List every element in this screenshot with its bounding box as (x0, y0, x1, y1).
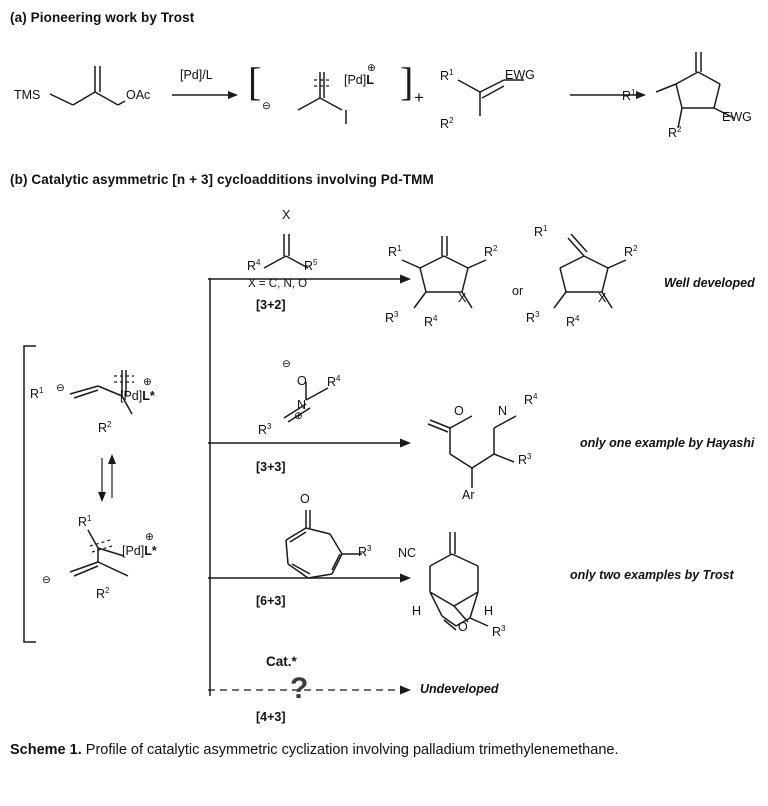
arrow-branch-32 (208, 272, 413, 286)
label-p32b-r1: $R^1$ (534, 224, 548, 240)
label-question-mark: ? (290, 672, 309, 705)
label-pd-text: [Pd] (344, 73, 367, 87)
label-tmm-bottom-pd (122, 544, 157, 558)
caption-text: Profile of catalytic asymmetric cyclization involving palladium trimethylenemethane. (81, 742, 619, 758)
label-product-ewg: EWG (722, 110, 752, 124)
figure-caption (10, 740, 758, 761)
label-p63-nc: NC (398, 546, 417, 560)
label-tropone-r3: $R^3$ (358, 544, 372, 560)
arrow-pd-l (172, 88, 240, 102)
structure-tmm-bottom (58, 516, 188, 608)
label-reagent-32-x: X (282, 208, 291, 222)
label-tmm-bottom-ligand: L* (144, 544, 157, 558)
label-p63-r3: $R^3$ (492, 624, 506, 640)
label-tmm-top-pd (120, 389, 155, 403)
status-33: only one example by Hayashi (580, 436, 755, 450)
label-connector-or: or (512, 284, 524, 298)
label-alkene-r1: $R^1$ (440, 68, 454, 84)
label-reagent-33-n-charge: ⊕ (294, 410, 303, 422)
label-reagent-32-r5: $R^5$ (304, 258, 318, 274)
label-tropone-o: O (300, 492, 310, 506)
structure-tms-allyl-acetate (45, 50, 160, 120)
label-mode-32: [3+2] (256, 298, 286, 312)
label-p32b-r2: $R^2$ (624, 244, 638, 260)
structure-product-33 (420, 392, 560, 494)
status-63: only two examples by Trost (570, 568, 734, 582)
label-pd-center (344, 73, 374, 87)
label-mode-63: [6+3] (256, 594, 286, 608)
label-cat-star: Cat.* (266, 654, 297, 669)
label-reagent-33-r3: $R^3$ (258, 422, 272, 438)
label-reagent-33-r4: $R^4$ (327, 374, 341, 390)
bracket-left: [ (248, 59, 262, 104)
label-p32a-r4: $R^4$ (424, 314, 438, 330)
label-tmm-bottom-pd-charge: ⊕ (145, 531, 154, 543)
label-alkene-ewg: EWG (505, 68, 535, 82)
label-carbanion-charge: ⊖ (262, 100, 271, 112)
label-p32b-r4: $R^4$ (566, 314, 580, 330)
label-plus: + (414, 88, 424, 107)
caption-label: Scheme 1. (10, 742, 82, 758)
bracket-right: ] (400, 59, 414, 104)
label-reagent-32-x-note: X = C, N, O (248, 278, 308, 290)
arrow-to-product (570, 88, 648, 102)
label-mode-33: [3+3] (256, 460, 286, 474)
label-p63-o: O (458, 620, 468, 634)
label-p32b-x: X (598, 291, 607, 305)
label-pd-charge: ⊕ (367, 62, 376, 74)
label-oac: OAc (126, 88, 151, 102)
panel-b-title: (b) Catalytic asymmetric [n + 3] cycloadditions involving Pd-TMM (10, 172, 434, 187)
panel-a-title: (a) Pioneering work by Trost (10, 10, 195, 25)
label-tmm-top-ligand: L* (142, 389, 155, 403)
label-tmm-top-r2: $R^2$ (98, 420, 112, 436)
arrow-branch-43 (208, 683, 413, 697)
label-reagent-33-o: O (297, 374, 307, 388)
label-tmm-top-r1: $R^1$ (30, 386, 44, 402)
label-product-r1: $R^1$ (622, 88, 636, 104)
label-reagent-33-n: N (297, 398, 307, 412)
structure-reagent-33 (258, 368, 368, 440)
branch-trunk (206, 278, 220, 698)
structure-product-63 (412, 518, 552, 650)
label-product-r2: $R^2$ (668, 125, 682, 141)
label-pd-ligand-text: [Pd]/L (180, 68, 213, 82)
status-32: Well developed (664, 276, 755, 290)
label-tmm-bottom-charge: ⊖ (42, 574, 51, 586)
label-p33-r4: $R^4$ (524, 392, 538, 408)
panel-a-scheme (0, 40, 768, 160)
label-p33-r3: $R^3$ (518, 452, 532, 468)
label-tmm-bottom-r1: $R^1$ (78, 514, 92, 530)
label-p33-ar: Ar (462, 488, 475, 502)
label-ligand-text: L (366, 73, 374, 87)
label-pd-ligand (180, 68, 213, 82)
label-tmm-bottom-r2: $R^2$ (96, 586, 110, 602)
label-tms: TMS (14, 88, 41, 102)
label-alkene-r2: $R^2$ (440, 116, 454, 132)
label-p32a-x: X (458, 291, 467, 305)
label-p63-h-left: H (412, 604, 422, 618)
label-tmm-top-pd-text: [Pd] (120, 389, 143, 403)
label-mode-43: [4+3] (256, 710, 286, 724)
label-p33-o: O (454, 404, 464, 418)
status-43: Undeveloped (420, 682, 499, 696)
label-tmm-bottom-pd-text: [Pd] (122, 544, 145, 558)
label-reagent-33-o-charge: ⊖ (282, 358, 291, 370)
label-p32a-r1: $R^1$ (388, 244, 402, 260)
label-p33-n: N (498, 404, 508, 418)
label-p32a-r3: $R^3$ (385, 310, 399, 326)
label-p32a-r2: $R^2$ (484, 244, 498, 260)
equilibrium-arrows (94, 450, 120, 506)
label-reagent-32-r4: $R^4$ (247, 258, 261, 274)
panel-b-scheme (0, 196, 768, 726)
label-tmm-top-charge: ⊖ (56, 382, 65, 394)
label-p32b-r3: $R^3$ (526, 310, 540, 326)
label-p63-h-right: H (484, 604, 494, 618)
label-tmm-top-pd-charge: ⊕ (143, 376, 152, 388)
